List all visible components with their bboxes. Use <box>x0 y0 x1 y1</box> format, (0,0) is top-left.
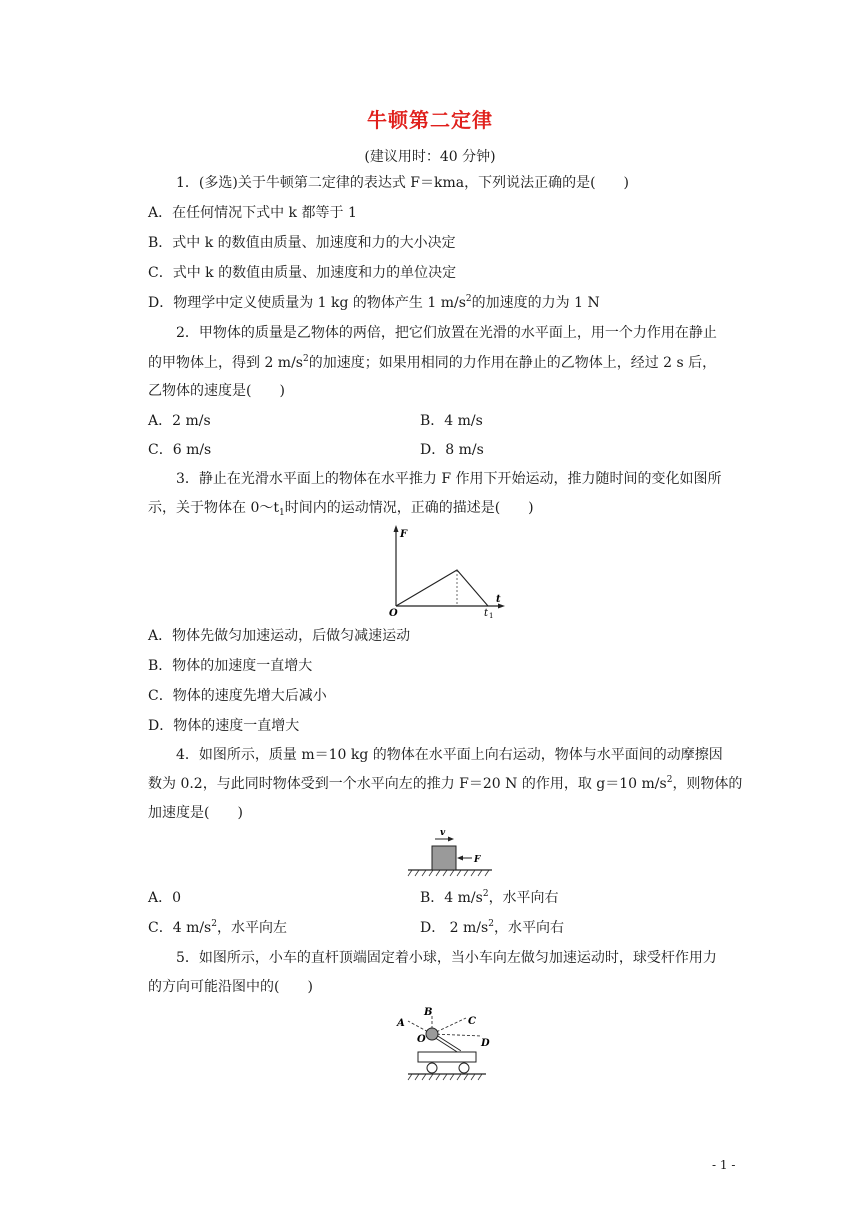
t1-subscript: 1 <box>489 612 494 618</box>
q1-stem: 1．(多选)关于牛顿第二定律的表达式 F＝kma，下列说法正确的是( ) <box>176 175 630 191</box>
page-number: - 1 - <box>712 1158 736 1172</box>
q4-option-b-text: B．4 m/s <box>420 890 483 906</box>
q2-stem-line2 <box>148 353 716 375</box>
q2-option-d: D．8 m/s <box>420 442 484 458</box>
page-title: 牛顿第二定律 <box>367 108 493 132</box>
y-axis-label: F <box>400 529 408 540</box>
q3-stem-line2-tail: 时间内的运动情况，正确的描述是( ) <box>284 500 534 516</box>
q4-option-a: A．0 <box>148 890 182 906</box>
superscript: 2 <box>302 354 309 364</box>
t1-label: t <box>484 608 489 618</box>
q3-option-d: D．物体的速度一直增大 <box>148 718 300 734</box>
q2-option-row1 <box>148 411 211 431</box>
direction-b-label: B <box>424 1007 433 1018</box>
direction-d-label: D <box>481 1038 490 1049</box>
q2-option-a: A．2 m/s <box>148 413 211 429</box>
page-subtitle: (建议用时：40 分钟) <box>364 149 496 165</box>
q2-stem-line3: 乙物体的速度是( ) <box>148 383 285 399</box>
q1-option-c: C．式中 k 的数值由质量、加速度和力的单位决定 <box>148 265 457 281</box>
q4-option-d <box>420 918 564 940</box>
q4-stem-line2 <box>148 774 742 796</box>
q4-option-b-tail: ，水平向右 <box>488 890 559 906</box>
q3-option-b: B．物体的加速度一直增大 <box>148 658 313 674</box>
subscript: 1 <box>278 508 285 518</box>
ball-center-label: O <box>417 1034 426 1045</box>
q4-option-d-tail: ，水平向右 <box>493 920 564 936</box>
q2-stem-line1: 2．甲物体的质量是乙物体的两倍，把它们放置在光滑的水平面上，用一个力作用在静止 <box>176 325 717 341</box>
q4-option-c-tail: ，水平向左 <box>216 920 287 936</box>
q5-stem-line1: 5．如图所示，小车的直杆顶端固定着小球，当小车向左做匀加速运动时，球受杆作用力 <box>176 950 717 966</box>
velocity-label: v <box>440 828 446 838</box>
q1-option-a: A．在任何情况下式中 k 都等于 1 <box>148 205 357 221</box>
q3-option-c: C．物体的速度先增大后减小 <box>148 688 327 704</box>
superscript: 2 <box>488 919 494 929</box>
q4-option-c-text: C．4 m/s <box>148 920 212 936</box>
q3-stem-line1: 3．静止在光滑水平面上的物体在水平推力 F 作用下开始运动，推力随时间的变化如图所 <box>176 471 722 487</box>
q1-option-d <box>148 293 600 315</box>
q4-stem-line2-tail: ，则物体的 <box>672 776 743 792</box>
q2-stem-line2-tail: 的加速度；如果用相同的力作用在静止的乙物体上，经过 2 s 后， <box>308 355 717 371</box>
q3-option-a: A．物体先做匀加速运动，后做匀减速运动 <box>148 628 411 644</box>
q4-stem-line1: 4．如图所示，质量 m＝10 kg 的物体在水平面上向右运动，物体与水平面间的动摩擦因 <box>176 747 723 763</box>
q4-option-d-text: D． 2 m/s <box>420 920 489 936</box>
q3-stem-line2 <box>148 498 534 520</box>
direction-c-label: C <box>468 1016 476 1027</box>
q2-option-b: B．4 m/s <box>420 413 483 429</box>
force-time-graph <box>378 522 508 618</box>
origin-label: O <box>389 608 398 618</box>
x-axis-label: t <box>496 594 501 605</box>
q4-option-b <box>420 888 559 910</box>
superscript: 2 <box>482 889 489 899</box>
q4-option-c <box>148 918 287 940</box>
q1-option-d-tail: 的加速度的力为 1 N <box>471 295 600 311</box>
direction-a-label: A <box>397 1018 405 1029</box>
q5-stem-line2: 的方向可能沿图中的( ) <box>148 979 313 995</box>
q3-stem-line2-text: 示，关于物体在 0～t <box>148 500 279 516</box>
force-label: F <box>474 855 481 865</box>
q1-option-b: B．式中 k 的数值由质量、加速度和力的大小决定 <box>148 235 456 251</box>
superscript: 2 <box>465 294 472 304</box>
cart-with-rod-diagram <box>392 1004 492 1084</box>
superscript: 2 <box>211 919 217 929</box>
q2-stem-line2-text: 的甲物体上，得到 2 m/s <box>148 355 303 371</box>
superscript: 2 <box>666 775 673 785</box>
block-on-surface-diagram <box>404 826 500 878</box>
q1-option-d-text: D．物理学中定义使质量为 1 kg 的物体产生 1 m/s <box>148 295 466 311</box>
q4-stem-line3: 加速度是( ) <box>148 805 243 821</box>
q2-option-c: C．6 m/s <box>148 442 212 458</box>
q4-stem-line2-text: 数为 0.2，与此同时物体受到一个水平向左的推力 F＝20 N 的作用，取 g＝10 m/s <box>148 776 667 792</box>
